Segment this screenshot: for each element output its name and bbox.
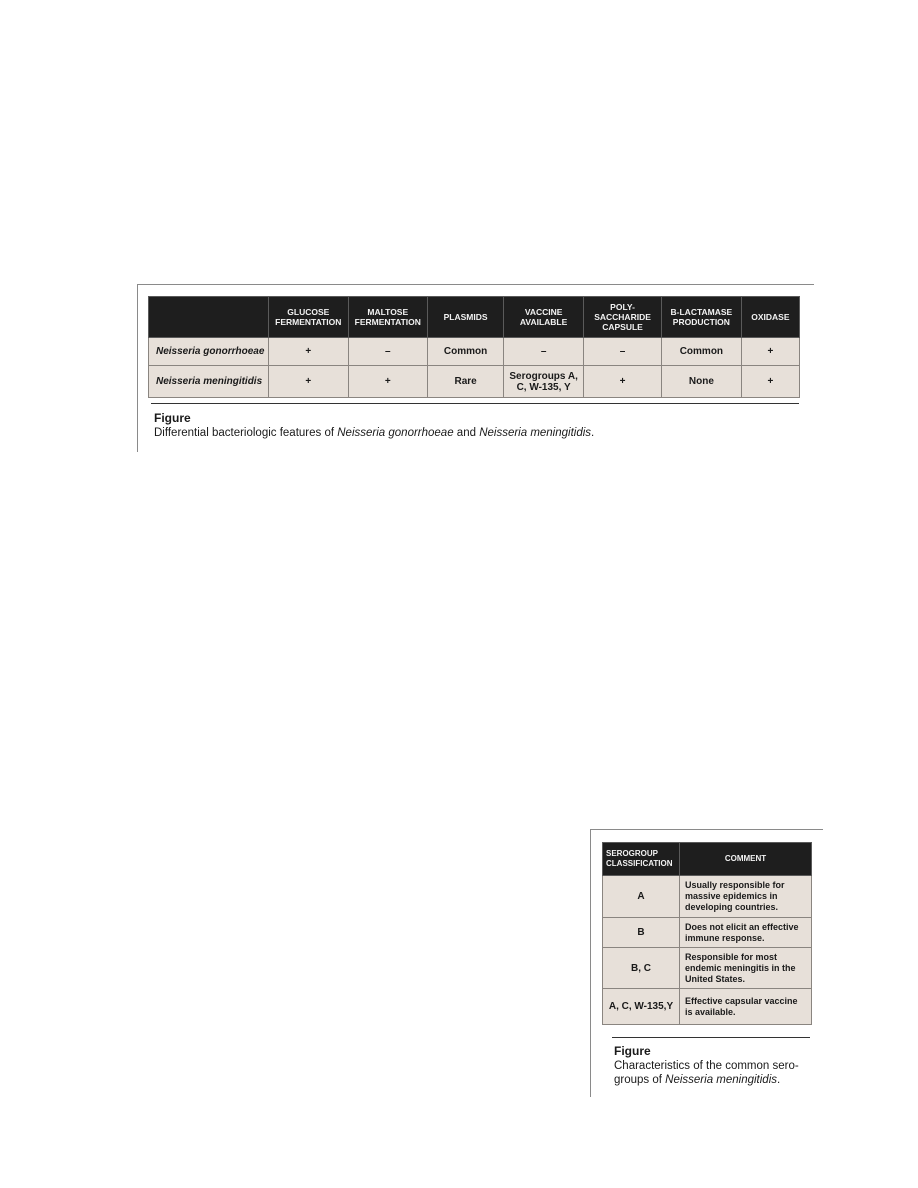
features-table <box>148 296 800 398</box>
figure-label: Figure <box>614 1044 651 1058</box>
figure-label: Figure <box>154 411 191 425</box>
table-row <box>149 366 800 398</box>
table-header-row <box>603 843 812 876</box>
cell-vaccine: Serogroups A, C, W-135, Y <box>504 366 584 398</box>
figure-caption <box>154 426 794 440</box>
cell-maltose: + <box>348 366 427 398</box>
caption-text: . <box>591 427 595 439</box>
column-header-plasmids: PLASMIDS <box>428 297 504 338</box>
table-row <box>149 338 800 366</box>
table-row <box>603 918 812 948</box>
cell-comment: Responsible for most endemic meningitis in the United States. <box>680 948 812 989</box>
serogroup-table <box>602 842 812 1025</box>
caption-species: Neisseria meningitidis <box>665 1074 778 1086</box>
table-row <box>603 876 812 918</box>
caption-text: and <box>453 427 480 439</box>
cell-serogroup: B <box>603 918 680 948</box>
caption-species: Neisseria gonorrhoeae <box>337 427 454 439</box>
column-header-oxidase: OXIDASE <box>741 297 799 338</box>
column-header-comment: COMMENT <box>680 843 812 876</box>
cell-comment: Does not elicit an effective immune response. <box>680 918 812 948</box>
caption-text: Differential bacteriologic features of <box>154 427 338 439</box>
cell-glucose: + <box>269 366 348 398</box>
cell-capsule: + <box>584 366 662 398</box>
table-header-row <box>149 297 800 338</box>
cell-oxidase: + <box>741 338 799 366</box>
column-header-glucose: GLUCOSE FERMENTATION <box>269 297 348 338</box>
caption-divider <box>151 403 799 404</box>
row-header-meningitidis: Neisseria meningitidis <box>149 366 269 398</box>
cell-lactamase: None <box>662 366 742 398</box>
cell-serogroup: A <box>603 876 680 918</box>
cell-lactamase: Common <box>662 338 742 366</box>
figure-serogroups <box>590 829 823 1097</box>
cell-serogroup: B, C <box>603 948 680 989</box>
cell-maltose: – <box>348 338 427 366</box>
table-row <box>603 948 812 989</box>
cell-comment: Effective capsular vaccine is available. <box>680 989 812 1025</box>
caption-species: Neisseria meningitidis <box>479 427 592 439</box>
cell-serogroup: A, C, W-135,Y <box>603 989 680 1025</box>
cell-plasmids: Common <box>428 338 504 366</box>
caption-text: Characteristics of the common sero-groups of <box>614 1060 799 1086</box>
cell-vaccine: – <box>504 338 584 366</box>
table-row <box>603 989 812 1025</box>
caption-text: . <box>777 1074 781 1086</box>
caption-divider <box>612 1037 810 1038</box>
cell-oxidase: + <box>741 366 799 398</box>
row-header-gonorrhoeae: Neisseria gonorrhoeae <box>149 338 269 366</box>
column-header-maltose: MALTOSE FERMENTATION <box>348 297 427 338</box>
cell-comment: Usually responsible for massive epidemics in developing countries. <box>680 876 812 918</box>
cell-glucose: + <box>269 338 348 366</box>
cell-capsule: – <box>584 338 662 366</box>
cell-plasmids: Rare <box>428 366 504 398</box>
figure-caption <box>614 1059 824 1087</box>
column-header-capsule: POLY-SACCHARIDE CAPSULE <box>584 297 662 338</box>
column-header-lactamase: Β-LACTAMASE PRODUCTION <box>662 297 742 338</box>
column-header-serogroup: SEROGROUP CLASSIFICATION <box>603 843 680 876</box>
figure-bacteriologic-features <box>137 284 814 452</box>
column-header-vaccine: VACCINE AVAILABLE <box>504 297 584 338</box>
column-header-empty <box>149 297 269 338</box>
